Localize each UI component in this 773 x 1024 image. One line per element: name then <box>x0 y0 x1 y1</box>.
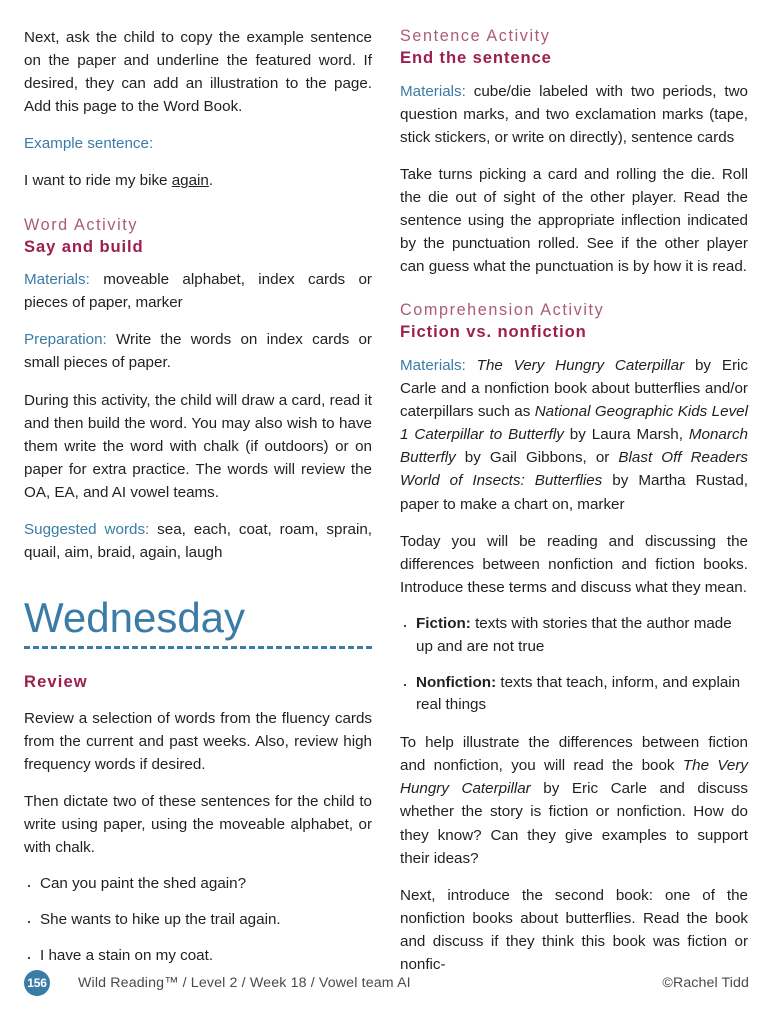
list-item: · She wants to hike up the trail again. <box>24 909 372 932</box>
two-column-body <box>0 26 773 981</box>
materials-text: moveable alphabet, index cards or pieces of paper, marker <box>24 271 372 312</box>
right-column <box>400 26 748 981</box>
materials-text-segment: by Gail Gibbons, or <box>455 449 619 467</box>
comprehension-activity-title: Fiction vs. nonfiction <box>400 322 587 342</box>
comprehension-activity-illustrate-paragraph <box>400 731 748 870</box>
sentence-activity-title: End the sentence <box>400 48 552 68</box>
word-activity-suggested-words <box>24 518 372 564</box>
comprehension-activity-materials <box>400 354 748 516</box>
paragraph-segment: by Eric Carle and discuss whether the story is fiction or nonfiction. How do they know? Can they give examples to support their ideas? <box>400 780 748 867</box>
sentence-activity-eyebrow: Sentence Activity <box>400 27 551 45</box>
day-heading-wednesday: Wednesday <box>24 594 246 642</box>
left-column <box>24 26 372 981</box>
preparation-text: Write the words on index cards or small pieces of paper. <box>24 331 372 372</box>
page-footer <box>0 970 773 996</box>
suggested-words-label: Suggested words: <box>24 521 150 539</box>
comprehension-activity-intro: Today you will be reading and discussing the differences between nonfiction and fiction books. Introduce these terms and discuss what they mean. <box>400 532 748 596</box>
sentence-activity-materials <box>400 80 748 149</box>
materials-text-segment: by Martha Rustad, paper to make a chart on, marker <box>400 472 748 513</box>
day-heading-dashed-rule <box>24 646 372 649</box>
review-paragraph-1: Review a selection of words from the fluency cards from the current and past weeks. Also, review high frequency words if desired. <box>24 709 372 773</box>
list-item <box>400 672 748 718</box>
sentence-activity-section <box>400 26 748 278</box>
materials-label: Materials: <box>24 271 90 289</box>
list-item: · I have a stain on my coat. <box>24 945 372 968</box>
review-title: Review <box>24 672 88 692</box>
example-sentence-prefix: I want to ride my bike <box>24 172 172 190</box>
materials-text: cube/die labeled with two periods, two question marks, and two exclamation marks (tape, stick stickers, or write on directly), sentence cards <box>400 82 748 146</box>
book-title-very-hungry-caterpillar: The Very Hungry Caterpillar <box>476 357 685 374</box>
definition-term: Nonfiction: <box>416 673 497 691</box>
example-sentence-label <box>24 132 372 155</box>
word-activity-section <box>24 215 372 565</box>
materials-text-segment: by Laura Marsh, <box>563 426 689 444</box>
list-item <box>400 613 748 659</box>
sentence-activity-body: Take turns picking a card and rolling the die. Roll the die out of sight of the other player. Read the sentence using the appropriate inflection indicated by the punctuation rolled. See if the other player can guess what the punctuation is by how it is read. <box>400 165 748 276</box>
review-section <box>24 669 372 967</box>
suggested-words-text: sea, each, coat, roam, sprain, quail, aim, braid, again, laugh <box>24 521 372 562</box>
materials-text-segment: by Eric Carle and a nonfiction book about butterflies and/or caterpillars such as <box>400 357 748 421</box>
example-sentence-featured-word: again <box>171 172 209 190</box>
page-number-badge: 156 <box>24 970 50 996</box>
book-title-monarch-butterfly: Monarch Butterfly <box>400 426 748 467</box>
definition-term: Fiction: <box>416 614 471 632</box>
comprehension-activity-eyebrow: Comprehension Activity <box>400 301 605 320</box>
example-sentence-suffix: . <box>208 172 214 190</box>
paragraph-segment: To help illustrate the differences between fiction and nonfiction, you will read the book <box>400 734 748 775</box>
word-activity-preparation <box>24 328 372 374</box>
definition-text: texts that teach, inform, and explain real things <box>416 673 741 714</box>
comprehension-activity-section <box>400 300 748 976</box>
book-title-very-hungry-caterpillar: The Very Hungry Caterpillar <box>400 757 748 798</box>
word-activity-materials <box>24 268 372 314</box>
breadcrumb: Wild Reading™ / Level 2 / Week 18 / Vowel team AI <box>78 975 411 991</box>
word-activity-eyebrow: Word Activity <box>24 215 139 234</box>
list-item: · Can you paint the shed again? <box>24 873 372 896</box>
materials-label: Materials: <box>400 82 466 100</box>
book-title-blast-off-readers: Blast Off Readers World of Insects: Butterflies <box>400 449 748 490</box>
word-activity-title: Say and build <box>24 236 144 256</box>
preparation-label: Preparation: <box>24 331 107 349</box>
comprehension-activity-next-paragraph: Next, introduce the second book: one of the nonfiction books about butterflies. Read the book and discuss if they think this book was fiction or nonfic- <box>400 886 748 973</box>
word-activity-body: During this activity, the child will draw a card, read it and then build the word. You may also wish to have them write the word with chalk (if outdoors) or on paper for extra practice. The words will review the OA, EA, and AI vowel teams. <box>24 391 372 501</box>
intro-paragraph: Next, ask the child to copy the example sentence on the paper and underline the featured word. If desired, they can add an illustration to the page. Add this page to the Word Book. <box>24 29 372 116</box>
materials-label: Materials: <box>400 357 466 374</box>
copyright-notice: ©Rachel Tidd <box>662 975 749 991</box>
definition-text: texts with stories that the author made up and are not true <box>416 614 732 655</box>
review-paragraph-2: Then dictate two of these sentences for the child to write using paper, using the moveable alphabet, or with chalk. <box>24 792 372 856</box>
definition-list <box>400 613 748 717</box>
book-title-national-geographic-kids: National Geographic Kids Level 1 Caterpillar to Butterfly <box>400 403 748 444</box>
dictation-sentence-list <box>24 873 372 967</box>
example-sentence-label-text: Example sentence: <box>24 135 154 153</box>
example-sentence <box>24 169 372 192</box>
